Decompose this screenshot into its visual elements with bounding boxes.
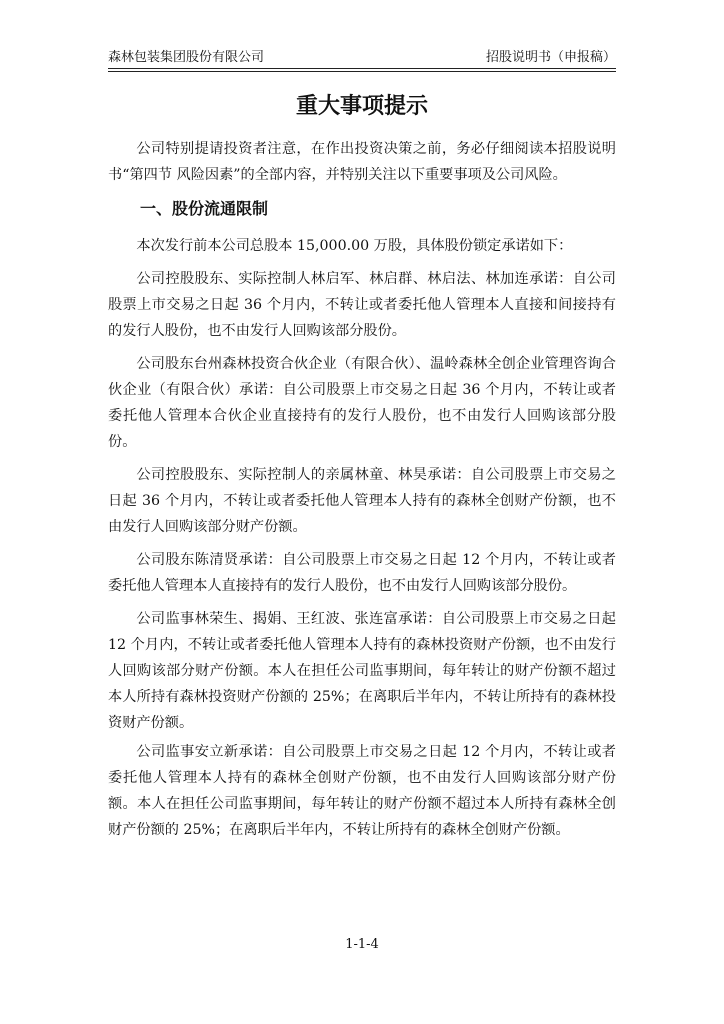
body-paragraph: 公司监事安立新承诺：自公司股票上市交易之日起 12 个月内，不转让或者委托他人管理本人持有的森林全创财产份额，也不由发行人回购该部分财产份额。本人在担任公司监事期间，每年转让的财产份额不超过本人所持有森林全创财产份额的 25%；在离职后半年内，不转让所持有的森林全创财产份额。	[108, 744, 616, 838]
body-paragraph: 公司股东台州森林投资合伙企业（有限合伙）、温岭森林全创企业管理咨询合伙企业（有限合伙）承诺：自公司股票上市交易之日起 36 个月内，不转让或者委托他人管理本合伙企业直接持有的发行人股份，也不由发行人回购该部分股份。	[108, 356, 616, 450]
document-body	[108, 136, 616, 850]
page-number: 1-1-4	[345, 937, 379, 952]
header-company-name: 森林包装集团股份有限公司	[108, 50, 265, 65]
body-paragraph: 公司股东陈清贤承诺：自公司股票上市交易之日起 12 个月内，不转让或者委托他人管理本人直接持有的发行人股份，也不由发行人回购该部分股份。	[108, 552, 616, 594]
body-paragraph: 公司控股股东、实际控制人林启军、林启群、林启法、林加连承诺：自公司股票上市交易之日起 36 个月内，不转让或者委托他人管理本人直接和间接持有的发行人股份，也不由发行人回购该部分股份。	[108, 271, 616, 339]
page-title: 重大事项提示	[295, 94, 428, 119]
intro-paragraph: 公司特别提请投资者注意，在作出投资决策之前，务必仔细阅读本招股说明书“第四节 风险因素”的全部内容，并特别关注以下重要事项及公司风险。	[108, 141, 616, 183]
body-paragraph: 公司监事林荣生、揭娟、王红波、张连富承诺：自公司股票上市交易之日起 12 个月内，不转让或者委托他人管理本人持有的森林投资财产份额，也不由发行人回购该部分财产份额。本人在担任公司监事期间，每年转让的财产份额不超过本人所持有森林投资财产份额的 25%；在离职后半年内，不转让所持有的森林投资财产份额。	[108, 611, 616, 731]
header-divider-secondary	[108, 71, 616, 72]
body-paragraph: 本次发行前本公司总股本 15,000.00 万股，具体股份锁定承诺如下：	[136, 238, 573, 254]
header-document-type: 招股说明书（申报稿）	[485, 50, 616, 65]
body-paragraph: 公司控股股东、实际控制人的亲属林童、林昊承诺：自公司股票上市交易之日起 36 个月内，不转让或者委托他人管理本人持有的森林全创财产份额，也不由发行人回购该部分财产份额。	[108, 467, 616, 535]
page-header	[108, 48, 616, 68]
header-divider	[108, 68, 616, 69]
section-heading: 一、股份流通限制	[140, 199, 269, 218]
